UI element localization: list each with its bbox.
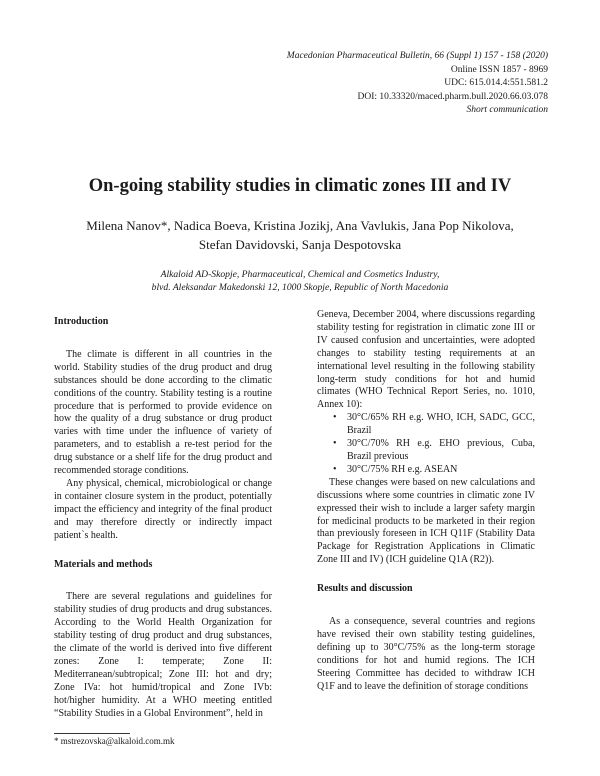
list-item: • 30°C/70% RH e.g. EHO previous, Cuba, Brazil previous xyxy=(333,438,535,462)
conditions-list xyxy=(317,412,535,477)
bullet-icon: • xyxy=(333,412,337,424)
results-paragraph-1: As a consequence, several countries and regions have revised their own stability testing guidelines, defining up to 30°C/75% as the long-term storage conditions for hot and humid regions. The ICH Steering Committee has decided to withdraw ICH Q1F and to leave the definition of storage conditions xyxy=(317,616,535,692)
author-list xyxy=(60,217,540,254)
footnote-email: * mstrezovska@alkaloid.com.mk xyxy=(54,736,175,746)
authors-line-2: Stefan Davidovski, Sanja Despotovska xyxy=(198,236,402,252)
methods-paragraph-1: There are several regulations and guidelines for stability studies of drug products and drug substances. According to the World Health Organization for stability testing of drug product and drug substances, the climate of the world is derived into five different zones: Zone I: temperate; Zone II: Mediterranean/subtropical; Zone III: hot and dry; Zone IVa: hot humid/tropical and Zone IVb: hot/higher humidity. At a WHO meeting entitled “Stability Studies in a Global Environment”, held in xyxy=(54,591,272,719)
affiliation-line-1: Alkaloid AD-Skopje, Pharmaceutical, Chemical and Cosmetics Industry, xyxy=(160,269,440,280)
results-heading: Results and discussion xyxy=(317,583,413,595)
udc: UDC: 615.014.4:551.581.2 xyxy=(444,78,548,89)
journal-citation: Macedonian Pharmaceutical Bulletin, 66 (Suppl 1) 157 - 158 (2020) xyxy=(286,51,548,61)
article-type: Short communication xyxy=(466,105,548,116)
bullet-icon: • xyxy=(333,438,337,450)
list-item: • 30°C/65% RH e.g. WHO, ICH, SADC, GCC, Brazil xyxy=(333,412,535,437)
footnote-divider xyxy=(54,733,130,734)
affiliation-line-2: blvd. Aleksandar Makedonski 12, 1000 Skopje, Republic of North Macedonia xyxy=(151,282,449,294)
introduction-paragraph-1: The climate is different in all countries in the world. Stability studies of the drug product and drug substances should be done according to the climatic conditions of the country. Stability testing is a routine procedure that is performed to provide evidence on how the quality of a drug substance or drug product varies with time under the influence of variety of parameters, and to establish a re-test period for the drug substance or a shelf life for the drug product and recommended storage conditions. xyxy=(54,348,272,477)
doi: DOI: 10.33320/maced.pharm.bull.2020.66.03.078 xyxy=(357,91,548,102)
bullet-icon: • xyxy=(333,463,337,475)
authors-line-1: Milena Nanov*, Nadica Boeva, Kristina Jozikj, Ana Vavlukis, Jana Pop Nikolova, xyxy=(86,218,514,233)
paper-title: On-going stability studies in climatic zones III and IV xyxy=(88,176,512,196)
issn: Online ISSN 1857 - 8969 xyxy=(450,64,548,75)
right-column xyxy=(317,309,535,693)
introduction-paragraph-2: Any physical, chemical, microbiological or change in container closure system in the product, potentially impact the efficiency and integrity of the final product and may therefore directly or indirectly impact patient`s health. xyxy=(54,477,272,541)
methods-heading: Materials and methods xyxy=(54,558,153,570)
affiliation xyxy=(60,268,540,294)
list-item: • 30°C/75% RH e.g. ASEAN xyxy=(333,463,458,475)
journal-header xyxy=(287,50,548,118)
introduction-heading: Introduction xyxy=(54,316,109,327)
right-paragraph-1: Geneva, December 2004, where discussions regarding stability testing for registration in climatic zone III or IV caused confusion and uncertainties, were adopted changes to stability testing requirements at an international level resulting in the following stability long-term study conditions for hot and humid climates (WHO Technical Report Series, no. 1010, Annex 10): xyxy=(317,309,535,411)
left-column xyxy=(54,316,272,720)
right-paragraph-2: These changes were based on new calculations and discussions where some countries in climatic zone IV expressed their wish to include a larger safety margin for medicinal products to be marketed in their region than previously foreseen in ICH Q11F (Stability Data Package for Registration Applications in Climatic Zone III and IV) (ICH guideline Q1A (R2)). xyxy=(317,476,535,566)
